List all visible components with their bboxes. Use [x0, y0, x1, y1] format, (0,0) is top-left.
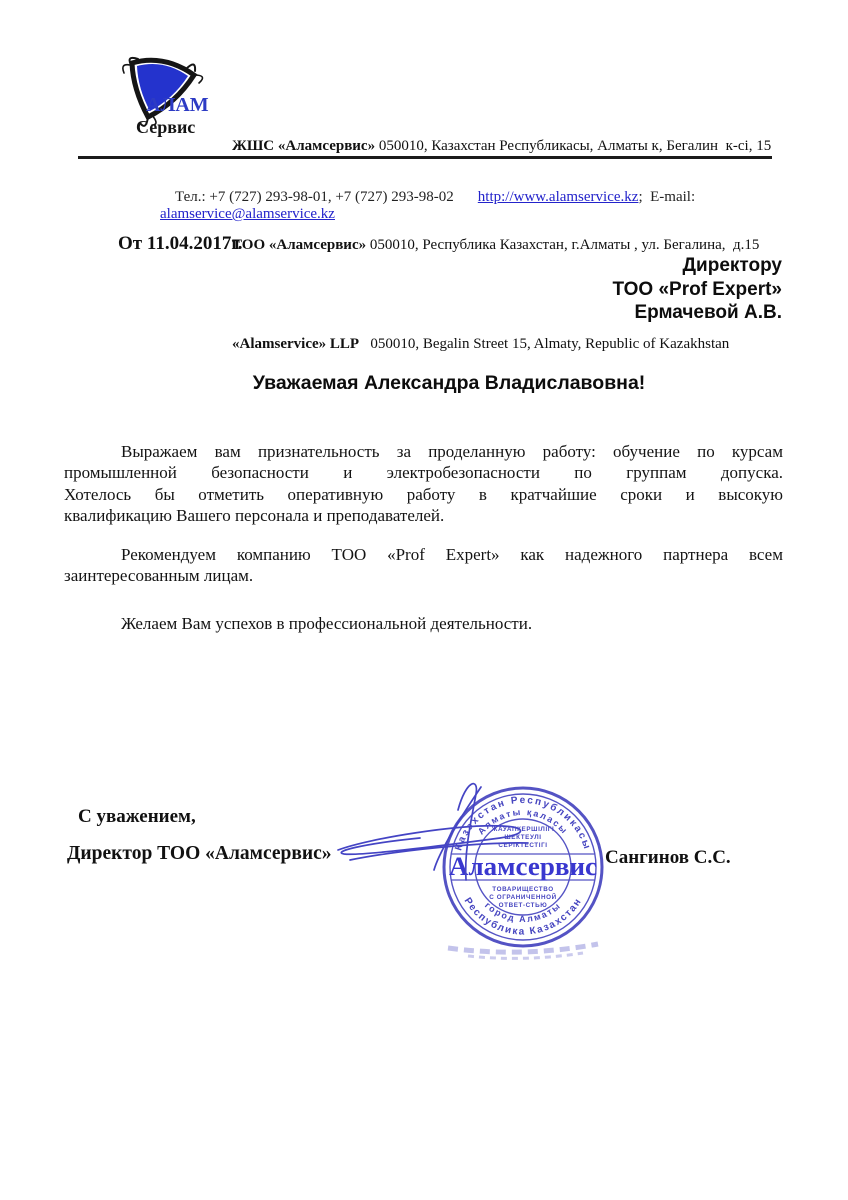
body-line: Желаем Вам успехов в профессиональной деятельности.: [121, 614, 533, 634]
company-address-kz: 050010, Казахстан Республикасы, Алматы к, Бегалин к-сі, 15: [375, 138, 772, 154]
body-line: Хотелось бы отметить оперативную работу в кратчайшие сроки и высокую: [64, 484, 783, 504]
logo-text-service: Сервис: [136, 117, 196, 137]
paragraph-1: [64, 441, 783, 527]
stamp-kazakh-line-3: СЕРІКТЕСТІГІ: [498, 842, 548, 849]
company-logo: [116, 53, 218, 147]
email-label: ; E-mail:: [638, 189, 699, 205]
body-line: заинтересованным лицам.: [64, 566, 254, 586]
stamp-kazakh-line-1: ЖАУАПКЕРШІЛІГІ: [491, 826, 555, 833]
stamp-kazakh-line-2: ШЕКТЕУЛІ: [504, 834, 542, 841]
closing-phrase: С уважением,: [78, 806, 196, 827]
body-line: Выражаем вам признательность за проделанную работу: обучение по курсам: [121, 442, 783, 461]
stamp-russian-line-1: ТОВАРИЩЕСТВО: [492, 886, 554, 893]
stamp-ring-top-inner: Алматы қаласы: [475, 806, 571, 837]
body-line: квалификацию Вашего персонала и преподавателей.: [64, 506, 445, 526]
stamp-company-name: Аламсервис: [449, 852, 597, 881]
letter-date: От 11.04.2017г.: [118, 233, 243, 254]
greeting: Уважаемая Александра Владиславовна!: [252, 372, 646, 394]
body-line: Рекомендуем компанию ТОО «Prof Expert» как надежного партнера всем: [121, 544, 783, 564]
signature-stroke: [338, 826, 521, 854]
paragraph-2: [64, 544, 783, 587]
recipient-company: ТОО «Prof Expert»: [612, 278, 782, 300]
company-line-en: [232, 328, 771, 361]
company-name-en: «Alamservice» LLP: [232, 336, 360, 352]
contact-line: [160, 172, 848, 240]
signer-name: Сангинов С.С.: [605, 847, 731, 868]
stamp-russian-line-3: ОТВЕТ-СТЬЮ: [498, 902, 548, 909]
company-address-en: 050010, Begalin Street 15, Almaty, Republic of Kazakhstan: [359, 336, 730, 352]
logo-text-alam: АЛАМ: [146, 94, 209, 116]
website-link[interactable]: http://www.alamservice.kz: [477, 189, 639, 205]
letter-body: [64, 441, 783, 635]
email-link[interactable]: alamservice@alamservice.kz: [160, 206, 335, 222]
stamp-ring-bottom-outer: Республика Казахстан: [461, 895, 585, 938]
stamp-ring-bottom-inner: город Алматы: [482, 900, 564, 925]
recipient-position: Директору: [682, 255, 782, 276]
header-divider: [78, 156, 772, 159]
handwritten-signature: [330, 772, 550, 892]
signature-stroke: [434, 787, 481, 870]
signature-title: Директор ТОО «Аламсервис»: [67, 843, 332, 864]
company-address-ru: 050010, Республика Казахстан, г.Алматы , ул. Бегалина, д.15: [366, 237, 760, 253]
company-name-ru: ТОО «Аламсервис»: [232, 237, 367, 253]
stamp-russian-line-2: С ОГРАНИЧЕННОЙ: [489, 894, 557, 901]
recipient-block: [612, 254, 782, 325]
recipient-name: Ермачевой А.В.: [634, 302, 782, 324]
paragraph-3: [64, 613, 783, 634]
stamp-ring-top-outer: Казахстан Республикасы: [453, 794, 593, 853]
company-name-kz: ЖШС «Аламсервис»: [232, 138, 376, 154]
phone-numbers: Тел.: +7 (727) 293-98-01, +7 (727) 293-98-02: [175, 189, 454, 205]
body-line: промышленной безопасности и электробезопасности по группам допуска.: [64, 463, 783, 483]
